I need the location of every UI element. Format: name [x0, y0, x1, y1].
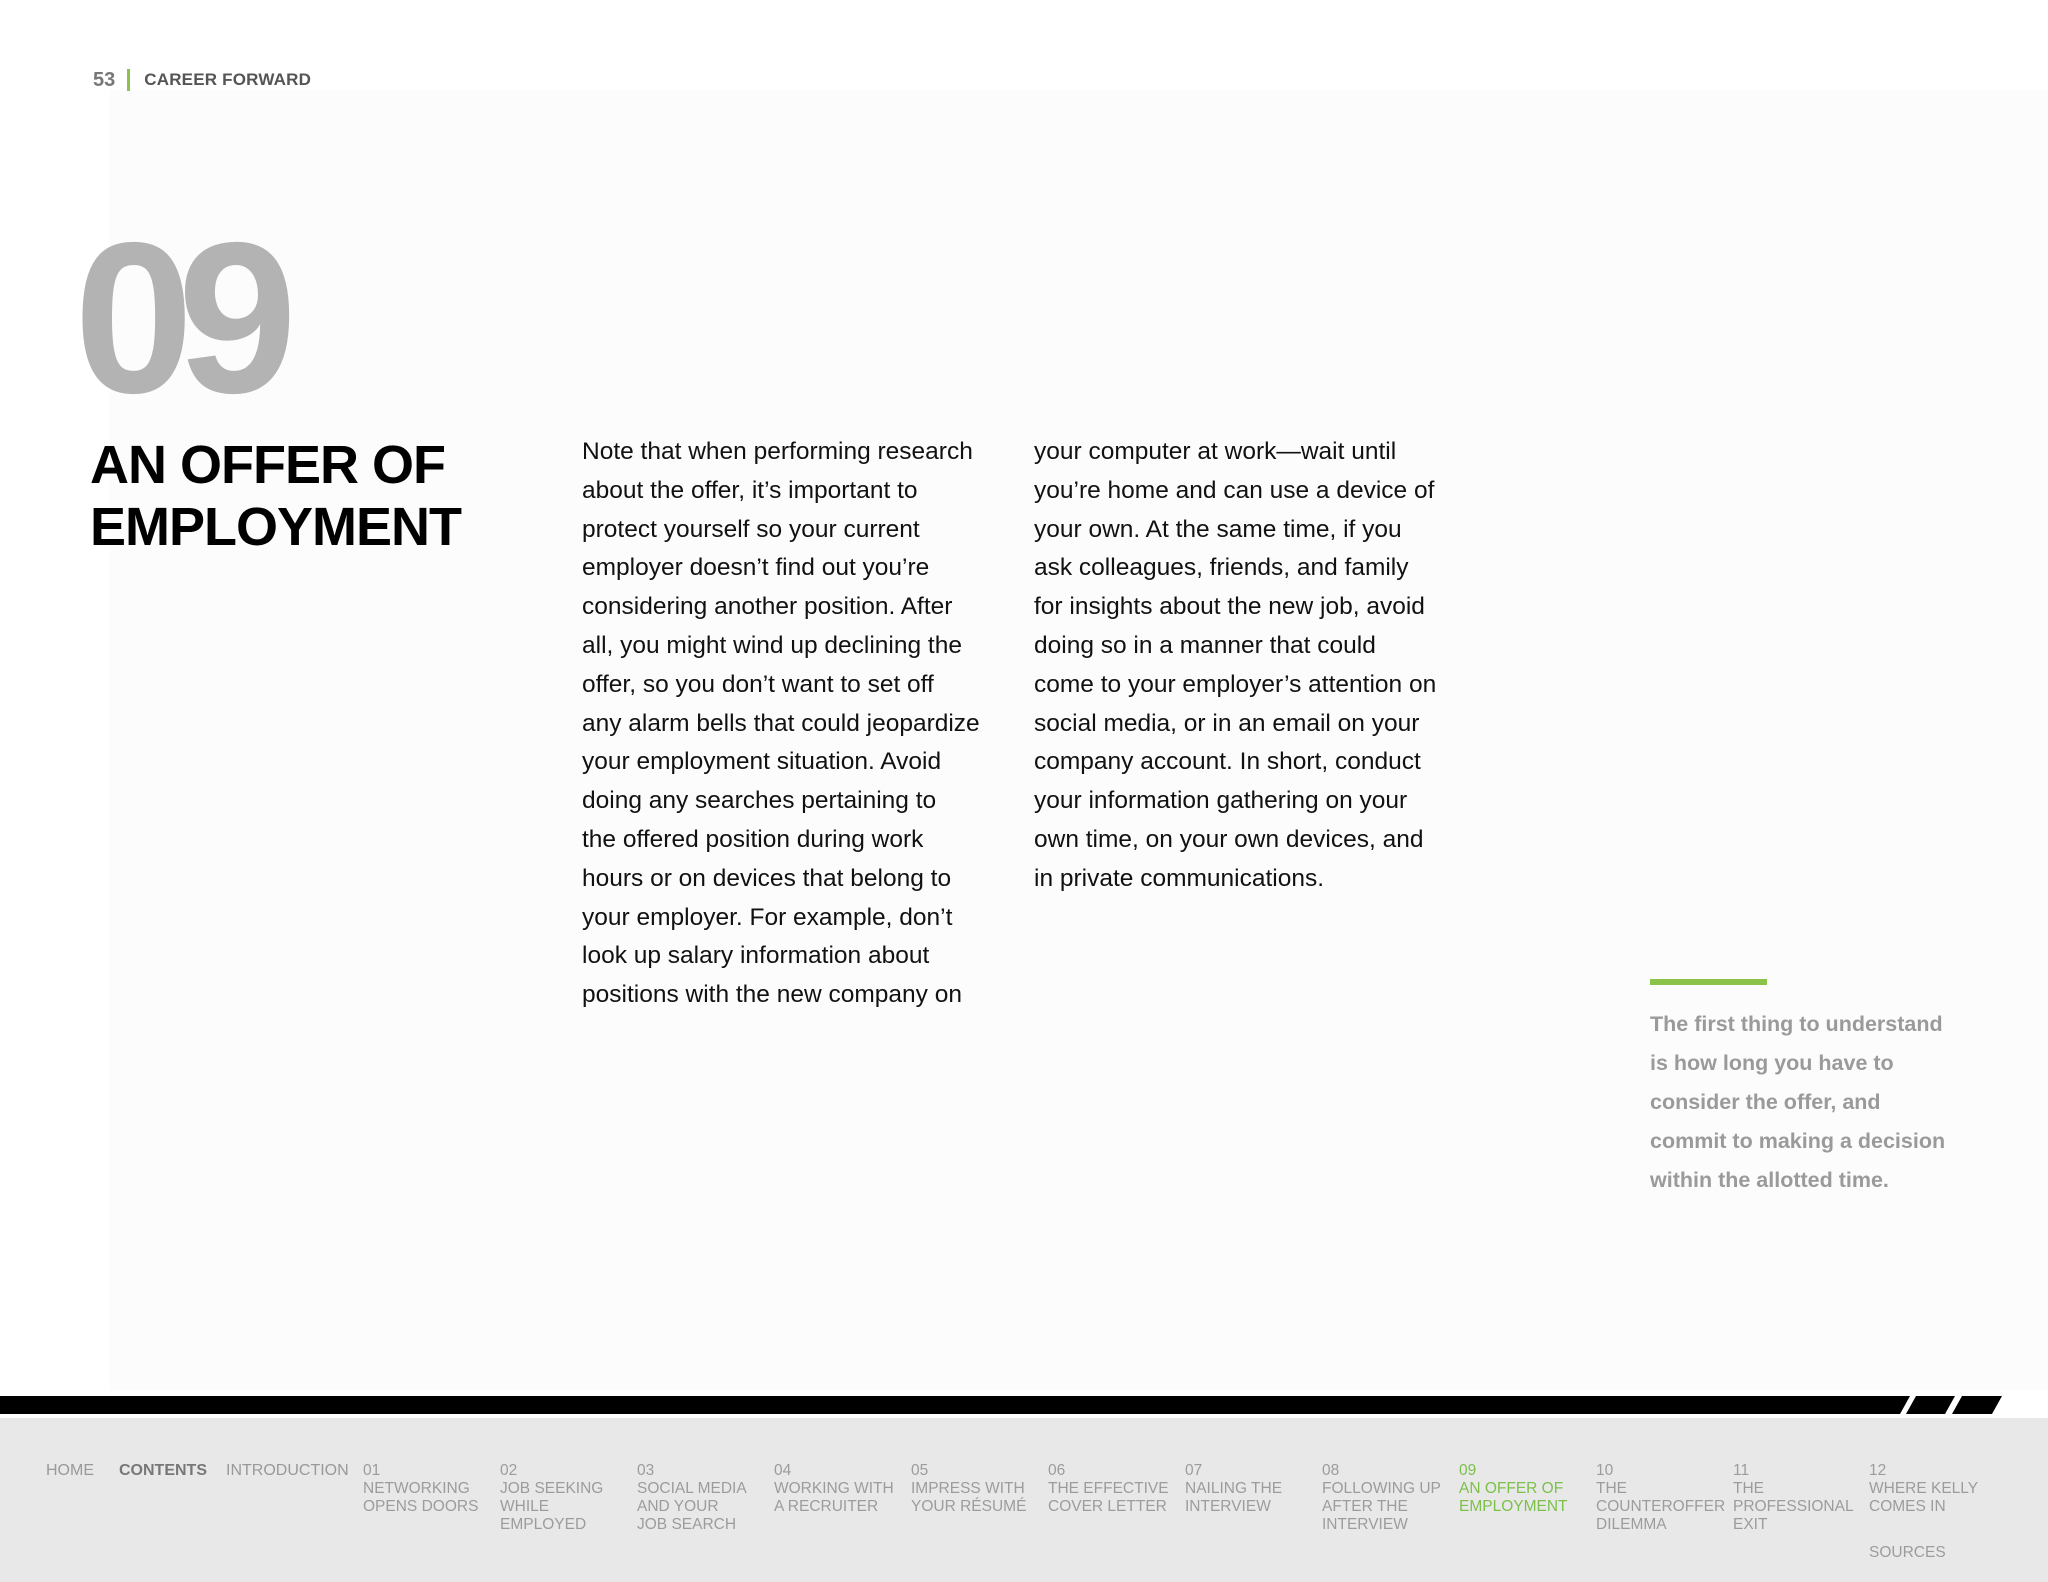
body-line: your employment situation. Avoid [582, 748, 942, 776]
nav-chapter-title: WORKING WITH A RECRUITER [774, 1480, 894, 1515]
page-number: 53 [93, 68, 116, 91]
body-line: Note that when performing research [582, 438, 973, 465]
body-column-1 [582, 433, 980, 1015]
nav-chapter-title: AN OFFER OF EMPLOYMENT [1459, 1480, 1568, 1515]
nav-chapter-06[interactable] [1048, 1462, 1183, 1516]
body-line: all, you might wind up declining the [582, 631, 962, 659]
body-line: own time, on your own devices, and [1034, 825, 1424, 853]
nav-chapter-number: 06 [1048, 1462, 1066, 1479]
nav-chapter-title: SOCIAL MEDIA AND YOUR JOB SEARCH [637, 1480, 747, 1533]
nav-chapter-number: 07 [1185, 1462, 1203, 1479]
nav-chapter-04[interactable] [774, 1462, 909, 1516]
pull-quote-line: within the allotted time. [1650, 1168, 1889, 1192]
nav-chapter-number: 05 [911, 1462, 929, 1479]
running-header [93, 66, 311, 94]
body-line: social media, or in an email on your [1034, 709, 1420, 737]
nav-chapter-number: 11 [1733, 1462, 1750, 1479]
chapter-title-line: AN OFFER OF [90, 435, 445, 495]
body-line: the offered position during work [582, 825, 924, 853]
chapter-number: 09 [74, 197, 282, 438]
body-line: doing so in a manner that could [1034, 631, 1376, 659]
nav-introduction-link[interactable]: INTRODUCTION [226, 1462, 349, 1479]
footer-navigation [0, 1418, 2048, 1582]
nav-chapter-number: 09 [1459, 1462, 1477, 1479]
body-line: ask colleagues, friends, and family [1034, 554, 1409, 582]
nav-chapter-01[interactable] [363, 1462, 498, 1516]
nav-chapter-10[interactable] [1596, 1462, 1731, 1534]
nav-chapter-03[interactable] [637, 1462, 772, 1534]
nav-chapter-number: 03 [637, 1462, 655, 1479]
body-line: you’re home and can use a device of [1034, 476, 1435, 504]
publication-title: CAREER FORWARD [144, 70, 312, 89]
decorative-black-bar [0, 1396, 2048, 1414]
body-line: any alarm bells that could jeopardize [582, 709, 980, 737]
pull-quote [1650, 1005, 1945, 1200]
nav-chapter-08[interactable] [1322, 1462, 1457, 1534]
nav-chapter-title: NETWORKING OPENS DOORS [363, 1480, 479, 1515]
pull-quote-line: is how long you have to [1650, 1051, 1894, 1075]
body-line: employer doesn’t find out you’re [582, 554, 930, 582]
nav-chapter-title: THE PROFESSIONAL EXIT [1733, 1480, 1854, 1533]
nav-chapter-07[interactable] [1185, 1462, 1320, 1516]
pull-quote-line: consider the offer, and [1650, 1090, 1881, 1114]
nav-chapter-12[interactable] [1869, 1462, 2004, 1516]
pull-quote-line: The first thing to understand [1650, 1012, 1943, 1036]
nav-chapter-title: THE COUNTEROFFER DILEMMA [1596, 1480, 1726, 1533]
nav-chapter-title: NAILING THE INTERVIEW [1185, 1480, 1283, 1515]
body-line: company account. In short, conduct [1034, 748, 1421, 776]
nav-chapter-number: 12 [1869, 1462, 1887, 1479]
body-line: come to your employer’s attention on [1034, 670, 1437, 698]
pull-quote-line: commit to making a decision [1650, 1129, 1946, 1153]
nav-chapter-title: THE EFFECTIVE COVER LETTER [1048, 1480, 1169, 1515]
chapter-title [90, 434, 510, 558]
nav-chapter-title: IMPRESS WITH YOUR RÉSUMÉ [911, 1480, 1027, 1515]
body-line: hours or on devices that belong to [582, 864, 952, 892]
body-line: offer, so you don’t want to set off [582, 670, 934, 698]
body-line: for insights about the new job, avoid [1034, 593, 1425, 621]
nav-chapter-title: JOB SEEKING WHILE EMPLOYED [500, 1480, 604, 1533]
body-line: your own. At the same time, if you [1034, 515, 1402, 543]
body-column-2 [1034, 433, 1436, 899]
nav-home-link[interactable]: HOME [46, 1462, 94, 1479]
nav-chapter-11[interactable] [1733, 1462, 1868, 1534]
nav-sources-link[interactable]: SOURCES [1869, 1544, 1946, 1561]
body-line: look up salary information about [582, 942, 930, 970]
header-divider [127, 69, 130, 91]
nav-chapter-number: 10 [1596, 1462, 1614, 1479]
nav-chapter-09[interactable] [1459, 1462, 1594, 1516]
nav-chapter-number: 02 [500, 1462, 518, 1479]
nav-chapter-number: 01 [363, 1462, 381, 1479]
nav-chapter-number: 08 [1322, 1462, 1340, 1479]
nav-chapter-title: WHERE KELLY COMES IN [1869, 1480, 1979, 1515]
pull-quote-rule [1650, 979, 1767, 985]
nav-chapter-number: 04 [774, 1462, 792, 1479]
body-line: about the offer, it’s important to [582, 476, 918, 504]
body-line: your employer. For example, don’t [582, 903, 953, 931]
body-line: in private communications. [1034, 864, 1325, 892]
body-line: doing any searches pertaining to [582, 787, 937, 815]
body-line: protect yourself so your current [582, 515, 920, 543]
chapter-title-line: EMPLOYMENT [90, 497, 462, 557]
body-line: your computer at work—wait until [1034, 438, 1397, 465]
body-line: positions with the new company on [582, 981, 962, 1009]
nav-chapter-02[interactable] [500, 1462, 635, 1534]
body-line: your information gathering on your [1034, 787, 1408, 815]
nav-chapter-title: FOLLOWING UP AFTER THE INTERVIEW [1322, 1480, 1441, 1533]
nav-chapter-05[interactable] [911, 1462, 1046, 1516]
body-line: considering another position. After [582, 593, 953, 621]
nav-contents-link[interactable]: CONTENTS [119, 1462, 207, 1479]
